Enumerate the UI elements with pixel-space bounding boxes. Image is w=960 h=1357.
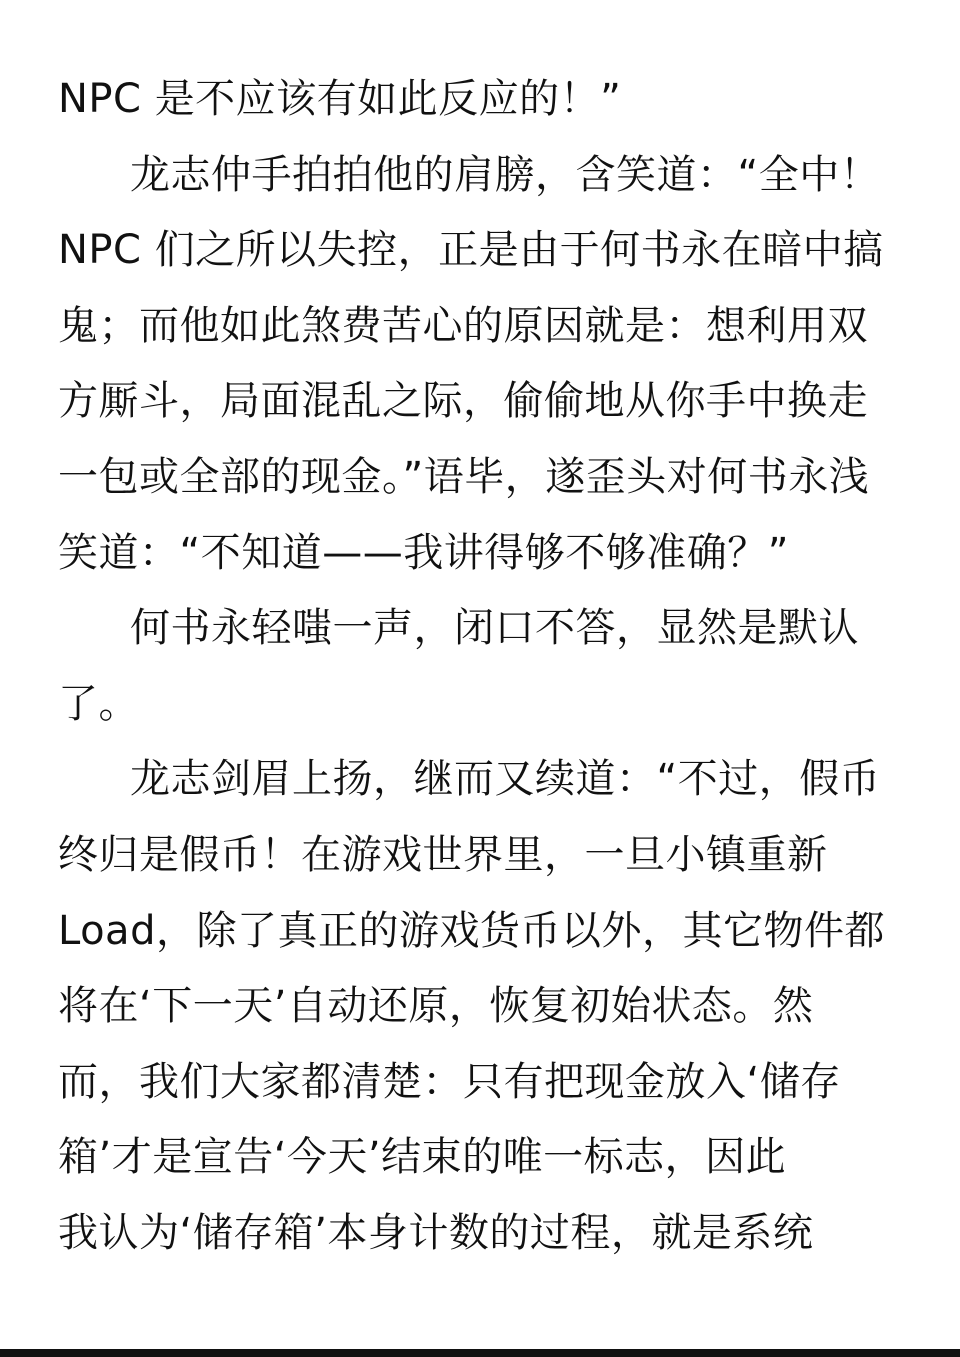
text-line: 将在‘下一天’自动还原，恢复初始状态。然 [58, 983, 814, 1030]
text-line: 笑道：“不知道——我讲得够不够准确？” [58, 529, 789, 576]
text-line: 龙志仲手拍拍他的肩膀，含笑道：“全中！ [130, 151, 881, 198]
text-line: 了。 [58, 680, 139, 727]
text-line: 鬼；而他如此煞费苦心的原因就是：想利用双 [58, 302, 868, 349]
text-line: NPC 们之所以失控，正是由于何书永在暗中搞 [58, 227, 884, 274]
text-line: Load，除了真正的游戏货币以外，其它物件都 [58, 907, 885, 954]
text-line: 终归是假币！在游戏世界里，一旦小镇重新 [58, 831, 828, 878]
text-line: 一包或全部的现金。”语毕，遂歪头对何书永浅 [58, 453, 870, 500]
text-line: 龙志剑眉上扬，继而又续道：“不过，假币 [130, 756, 881, 803]
text-line: 箱’才是宣告‘今天’结束的唯一标志，因此 [58, 1134, 787, 1181]
text-line: 而，我们大家都清楚：只有把现金放入‘储存 [58, 1058, 841, 1105]
body-text [58, 62, 904, 1272]
text-line: NPC 是不应该有如此反应的！” [58, 76, 622, 122]
text-line: 何书永轻嗤一声，闭口不答，显然是默认 [130, 605, 859, 652]
text-line: 我认为‘储存箱’本身计数的过程，就是系统 [58, 1209, 814, 1256]
bottom-divider [0, 1349, 960, 1357]
text-line: 方厮斗，局面混乱之际，偷偷地从你手中换走 [58, 378, 868, 425]
